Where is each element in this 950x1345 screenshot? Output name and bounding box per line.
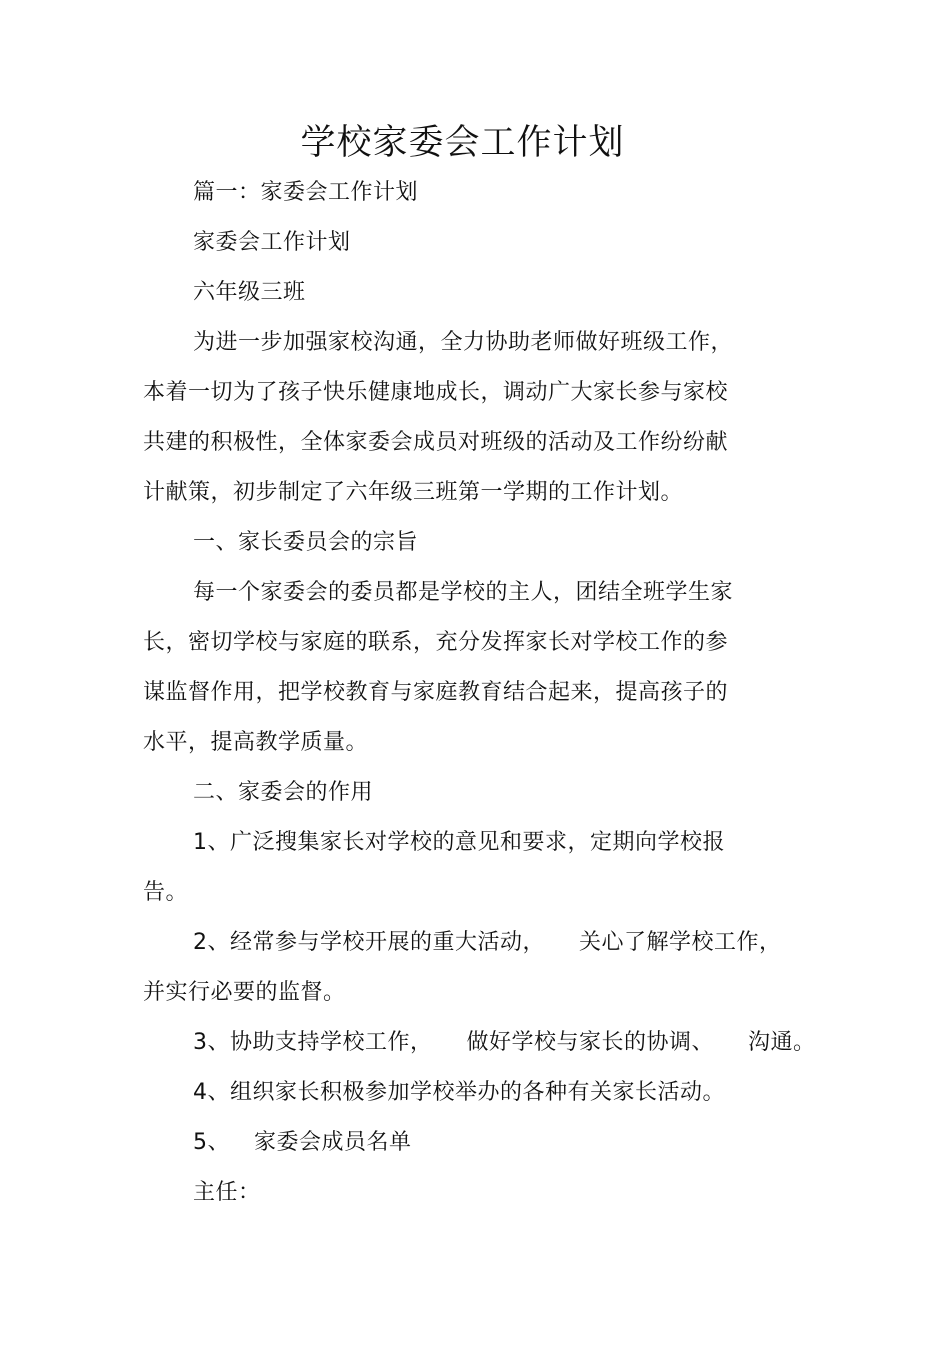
list-item: 4、组织家长积极参加学校举办的各种有关家长活动。 <box>193 1080 725 1105</box>
field-label: 主任： <box>193 1180 261 1205</box>
section-heading: 二、家委会的作用 <box>193 780 374 805</box>
paragraph-line: 为进一步加强家校沟通，全力协助老师做好班级工作， <box>193 330 734 355</box>
list-item: 1、广泛搜集家长对学校的意见和要求，定期向学校报 <box>193 830 725 855</box>
list-item-part: 做好学校与家长的协调、 <box>466 1030 715 1055</box>
list-item <box>193 1128 412 1158</box>
list-item-part: 2、经常参与学校开展的重大活动， <box>193 930 545 955</box>
class-name: 六年级三班 <box>193 280 306 305</box>
list-item-continuation: 并实行必要的监督。 <box>143 980 346 1005</box>
paragraph-line: 计献策，初步制定了六年级三班第一学期的工作计划。 <box>143 480 684 505</box>
paragraph-line: 长，密切学校与家庭的联系，充分发挥家长对学校工作的参 <box>143 630 729 655</box>
list-item <box>193 928 782 958</box>
section-heading: 一、家长委员会的宗旨 <box>193 530 419 555</box>
paragraph-line: 每一个家委会的委员都是学校的主人，团结全班学生家 <box>193 580 734 605</box>
list-item <box>193 1028 816 1058</box>
list-item-continuation: 告。 <box>143 880 189 905</box>
document-title: 学校家委会工作计划 <box>300 123 625 163</box>
paragraph-line: 水平，提高教学质量。 <box>143 730 369 755</box>
sub-heading: 家委会工作计划 <box>193 230 351 255</box>
list-item-part: 沟通。 <box>748 1030 816 1055</box>
paragraph-line: 本着一切为了孩子快乐健康地成长，调动广大家长参与家校 <box>143 380 729 405</box>
section-heading: 篇一：家委会工作计划 <box>193 180 419 205</box>
list-item-part: 关心了解学校工作， <box>579 930 782 955</box>
list-item-part: 3、协助支持学校工作， <box>193 1030 433 1055</box>
paragraph-line: 谋监督作用，把学校教育与家庭教育结合起来，提高孩子的 <box>143 680 729 705</box>
list-item-part: 家委会成员名单 <box>254 1130 412 1155</box>
list-item-number: 5、 <box>193 1130 230 1155</box>
paragraph-line: 共建的积极性，全体家委会成员对班级的活动及工作纷纷献 <box>143 430 729 455</box>
